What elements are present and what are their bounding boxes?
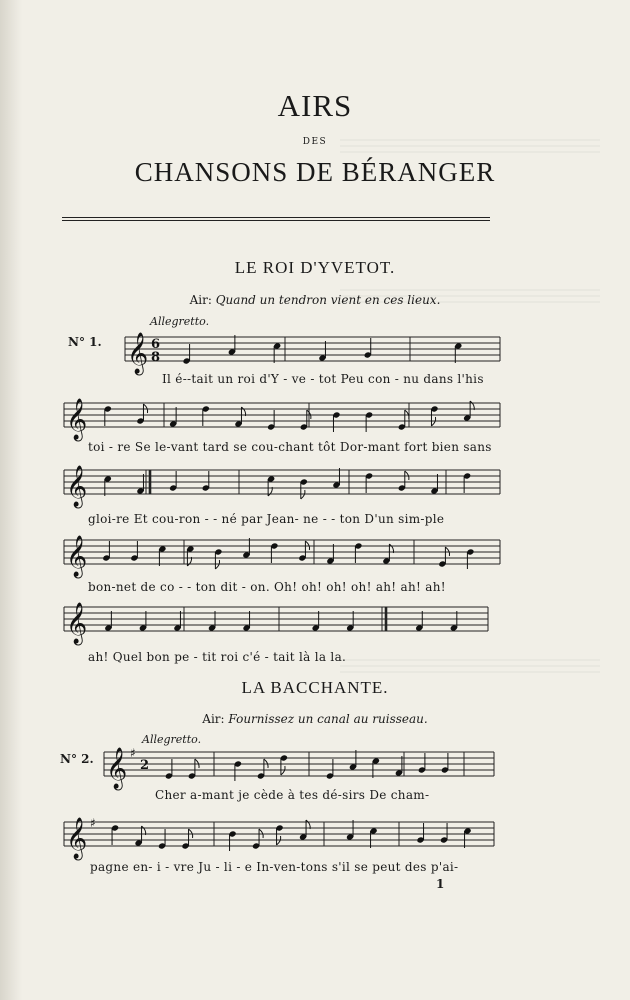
svg-text:𝄞: 𝄞 bbox=[66, 603, 88, 644]
song-2-air bbox=[0, 712, 630, 726]
song-1-staff-4 bbox=[64, 530, 500, 580]
song-1-air-name: Quand un tendron vient en ces lieux. bbox=[215, 293, 441, 307]
svg-text:2: 2 bbox=[140, 758, 150, 773]
svg-text:𝄞: 𝄞 bbox=[66, 466, 88, 507]
song-1-number: N° 1. bbox=[68, 335, 102, 349]
page-binding-shadow bbox=[0, 0, 22, 1000]
song-1-lyrics-line-4: bon-net de co - - ton dit - on. Oh! oh! oh! oh! ah! ah! ah! bbox=[88, 580, 446, 594]
svg-text:𝄞: 𝄞 bbox=[106, 748, 128, 789]
svg-text:8: 8 bbox=[151, 350, 161, 365]
song-1-lyrics-line-1: Il é--tait un roi d'Y - ve - tot Peu con - nu dans l'his bbox=[162, 372, 484, 386]
title-rule-top bbox=[62, 217, 490, 218]
svg-text:𝄞: 𝄞 bbox=[127, 333, 149, 374]
song-1-staff-3 bbox=[64, 460, 500, 510]
song-2-staff-2 bbox=[64, 812, 494, 862]
song-2-air-prefix: Air: bbox=[202, 712, 225, 726]
song-1-staff-5 bbox=[64, 597, 488, 647]
svg-text:6: 6 bbox=[151, 337, 161, 352]
song-1-lyrics-line-3: gloi-re Et cou-ron - - né par Jean- ne - - ton D'un sim-ple bbox=[88, 512, 445, 526]
song-1-title: LE ROI D'YVETOT. bbox=[234, 258, 396, 277]
page-subtitle: CHANSONS DE BÉRANGER bbox=[134, 157, 496, 187]
song-2-lyrics-line-1: Cher a-mant je cède à tes dé-sirs De cham- bbox=[155, 788, 430, 802]
song-1-staff-2 bbox=[64, 393, 500, 443]
song-2-air-name: Fournissez un canal au ruisseau. bbox=[228, 712, 428, 726]
song-2-tempo: Allegretto. bbox=[142, 733, 202, 746]
song-2-lyrics-line-2: pagne en- i - vre Ju - li - e In-ven-tons s'il se peut des p'ai- bbox=[90, 860, 459, 874]
song-1-lyrics-line-5: ah! Quel bon pe - tit roi c'é - tait là la la. bbox=[88, 650, 347, 664]
song-1-tempo: Allegretto. bbox=[150, 315, 210, 328]
svg-text:𝄞: 𝄞 bbox=[66, 818, 88, 859]
page-title-des: DES bbox=[302, 137, 328, 147]
title-rule-bottom bbox=[62, 220, 490, 221]
svg-text:♯: ♯ bbox=[90, 816, 96, 830]
svg-text:𝄞: 𝄞 bbox=[66, 399, 88, 440]
svg-text:♯: ♯ bbox=[130, 746, 136, 760]
page-title: AIRS bbox=[277, 88, 353, 123]
page-number: 1 bbox=[436, 877, 445, 891]
song-1-air-prefix: Air: bbox=[189, 293, 212, 307]
song-1-staff-1 bbox=[125, 327, 500, 377]
song-2-title: LA BACCHANTE. bbox=[241, 678, 389, 697]
song-2-staff-1 bbox=[104, 742, 494, 792]
song-1-lyrics-line-2: toi - re Se le-vant tard se cou-chant tôt Dor-mant fort bien sans bbox=[88, 440, 492, 454]
svg-text:𝄞: 𝄞 bbox=[66, 536, 88, 577]
song-1-air bbox=[0, 293, 630, 307]
song-2-number: N° 2. bbox=[60, 752, 94, 766]
